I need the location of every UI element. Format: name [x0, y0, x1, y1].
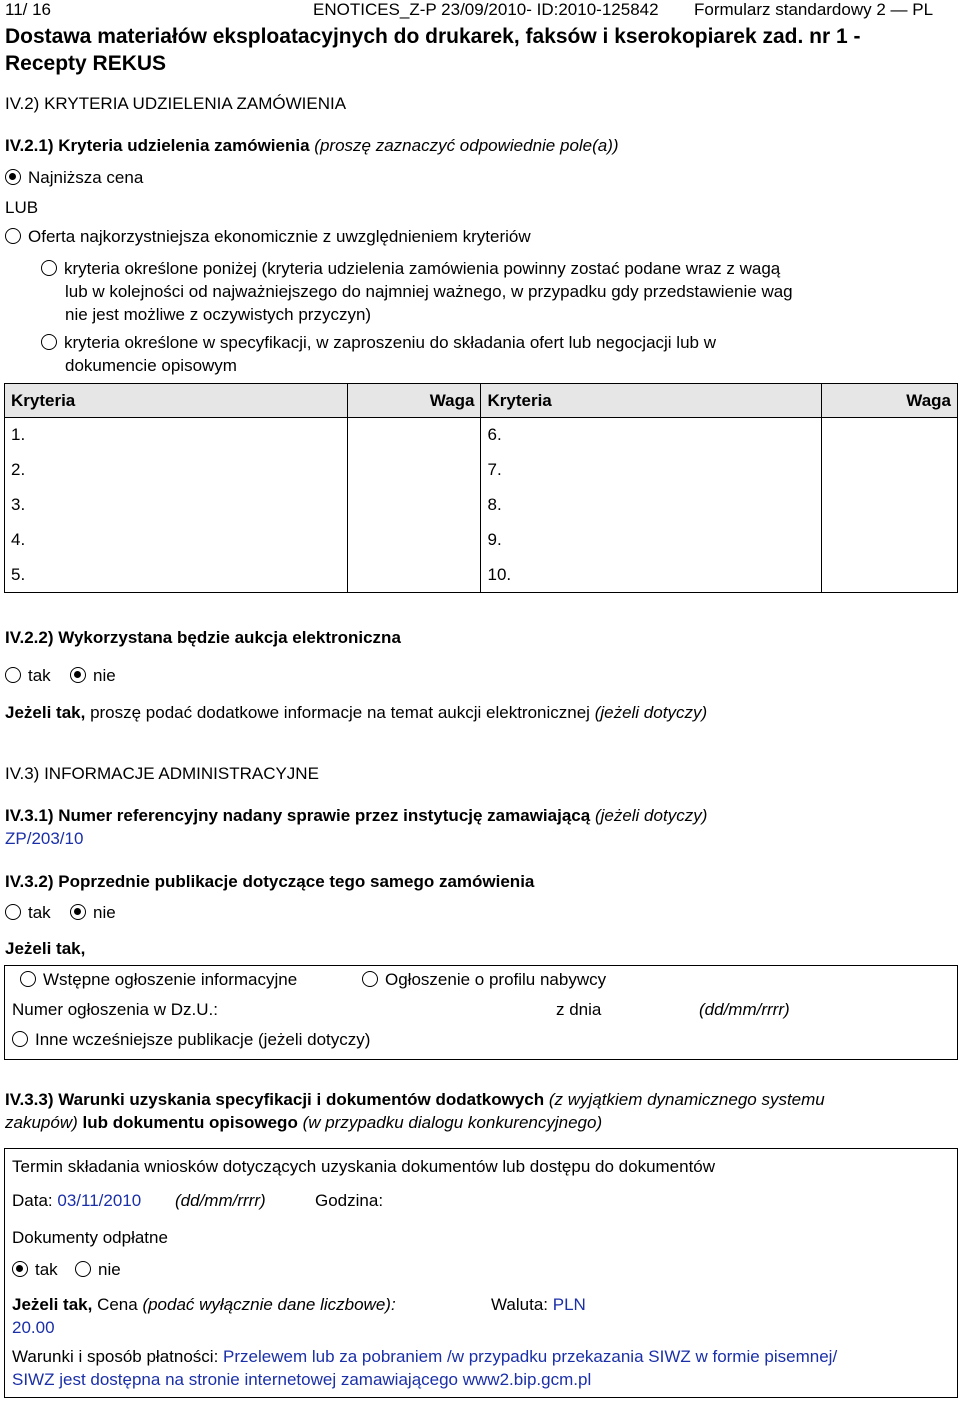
- radio-unchecked-icon[interactable]: [5, 904, 21, 920]
- doc-title-line2: Recepty REKUS: [5, 52, 167, 75]
- if-yes-label: Jeżeli tak,: [5, 939, 86, 958]
- column-header-weight: Waga: [347, 384, 481, 418]
- iv31-heading: IV.3.1) Numer referencyjny nadany sprawie przez instytucję zamawiającą (jeżeli dotyczy): [5, 806, 708, 825]
- form-type: Formularz standardowy 2 — PL: [694, 0, 934, 19]
- radio-checked-icon[interactable]: [12, 1261, 28, 1277]
- column-header-criteria: Kryteria: [5, 384, 348, 418]
- table-row: 4. 9.: [5, 523, 958, 558]
- radio-unchecked-icon[interactable]: [12, 1031, 28, 1047]
- table-row: 1. 6.: [5, 418, 958, 453]
- iv21-heading: IV.2.1) Kryteria udzielenia zamówienia (proszę zaznaczyć odpowiednie pole(a)): [5, 136, 619, 155]
- radio-unchecked-icon[interactable]: [5, 667, 21, 683]
- radio-unchecked-icon[interactable]: [362, 971, 378, 987]
- currency-value: PLN: [552, 1295, 586, 1314]
- criteria-table: [4, 383, 958, 593]
- pub-buyer-profile-option[interactable]: Ogłoszenie o profilu nabywcy: [362, 970, 606, 990]
- option-economic-offer[interactable]: Oferta najkorzystniejsza ekonomicznie z uwzględnieniem kryteriów: [5, 227, 531, 247]
- paid-no-option[interactable]: nie: [75, 1260, 121, 1280]
- date-format: (dd/mm/rrrr): [175, 1191, 266, 1210]
- pub-prior-info-option[interactable]: Wstępne ogłoszenie informacyjne: [20, 970, 297, 990]
- auction-info-line: Jeżeli tak, proszę podać dodatkowe informacje na temat aukcji elektronicznej (jeżeli dotyczy): [5, 703, 708, 722]
- auction-no-option[interactable]: nie: [70, 666, 116, 686]
- pub-other-option[interactable]: Inne wcześniejsze publikacje (jeżeli dotyczy): [12, 1030, 370, 1050]
- reference-number: ZP/203/10: [5, 829, 84, 848]
- radio-unchecked-icon[interactable]: [41, 260, 57, 276]
- radio-unchecked-icon[interactable]: [5, 228, 21, 244]
- radio-checked-icon[interactable]: [5, 169, 21, 185]
- section-iv2-heading: IV.2) KRYTERIA UDZIELENIA ZAMÓWIENIA: [5, 94, 347, 113]
- payment-line1: Warunki i sposób płatności: Przelewem lub za pobraniem /w przypadku przekazania SIWZ w formie pisemnej/: [12, 1347, 838, 1366]
- radio-unchecked-icon[interactable]: [20, 971, 36, 987]
- option-lowest-price[interactable]: Najniższa cena: [5, 168, 143, 188]
- iv32-heading: IV.3.2) Poprzednie publikacje dotyczące tego samego zamówienia: [5, 872, 535, 891]
- price-label-row: Jeżeli tak, Cena (podać wyłącznie dane liczbowe):: [12, 1295, 396, 1314]
- table-row: 2. 7.: [5, 453, 958, 488]
- section-iv3-heading: IV.3) INFORMACJE ADMINISTRACYJNE: [5, 764, 319, 783]
- notice-id: ENOTICES_Z-P 23/09/2010- ID:2010-125842: [313, 0, 659, 19]
- column-header-weight: Waga: [822, 384, 958, 418]
- deadline-label: Termin składania wniosków dotyczących uzyskania dokumentów lub dostępu do dokumentów: [12, 1157, 716, 1176]
- paid-yes-option[interactable]: tak: [12, 1260, 58, 1280]
- option-criteria-spec[interactable]: kryteria określone w specyfikacji, w zaproszeniu do składania ofert lub negocjacji lub w: [41, 333, 716, 353]
- radio-unchecked-icon[interactable]: [75, 1261, 91, 1277]
- auction-yes-option[interactable]: tak: [5, 666, 51, 686]
- radio-checked-icon[interactable]: [70, 667, 86, 683]
- pub-date-format: (dd/mm/rrrr): [699, 1000, 790, 1019]
- time-label: Godzina:: [315, 1191, 384, 1210]
- iv33-heading-line1: IV.3.3) Warunki uzyskania specyfikacji i dokumentów dodatkowych (z wyjątkiem dynamicznego systemu: [5, 1090, 825, 1109]
- prev-pub-no-option[interactable]: nie: [70, 903, 116, 923]
- option-criteria-below[interactable]: kryteria określone poniżej (kryteria udzielenia zamówienia powinny zostać podane wraz z wagą: [41, 259, 780, 279]
- doc-title-line1: Dostawa materiałów eksploatacyjnych do drukarek, faksów i kserokopiarek zad. nr 1 -: [5, 25, 861, 48]
- price-value: 20.00: [12, 1318, 55, 1337]
- criteria-below-line2: lub w kolejności od najważniejszego do najmniej ważnego, w przypadku gdy przedstawienie wag: [65, 282, 793, 301]
- prev-pub-yes-option[interactable]: tak: [5, 903, 51, 923]
- pub-date-label: z dnia: [556, 1000, 602, 1019]
- deadline-date-value: 03/11/2010: [57, 1191, 142, 1210]
- page-number: 11/ 16: [5, 0, 52, 19]
- radio-checked-icon[interactable]: [70, 904, 86, 920]
- table-row: 5. 10.: [5, 558, 958, 593]
- pub-number-label: Numer ogłoszenia w Dz.U.:: [12, 1000, 218, 1019]
- payment-line2: SIWZ jest dostępna na stronie internetowej zamawiającego www2.bip.gcm.pl: [12, 1370, 592, 1389]
- iv33-heading-line2: zakupów) lub dokumentu opisowego (w przypadku dialogu konkurencyjnego): [5, 1113, 603, 1132]
- criteria-below-line3: nie jest możliwe z oczywistych przyczyn): [65, 305, 372, 324]
- table-header-row: [5, 384, 958, 418]
- criteria-spec-line2: dokumencie opisowym: [65, 356, 237, 375]
- or-label: LUB: [5, 198, 39, 217]
- iv22-heading: IV.2.2) Wykorzystana będzie aukcja elektroniczna: [5, 628, 401, 647]
- radio-unchecked-icon[interactable]: [41, 334, 57, 350]
- deadline-date-row: Data: 03/11/2010: [12, 1191, 142, 1210]
- paid-documents-label: Dokumenty odpłatne: [12, 1228, 168, 1247]
- column-header-criteria: Kryteria: [481, 384, 822, 418]
- table-row: 3. 8.: [5, 488, 958, 523]
- currency-row: Waluta: PLN: [491, 1295, 586, 1314]
